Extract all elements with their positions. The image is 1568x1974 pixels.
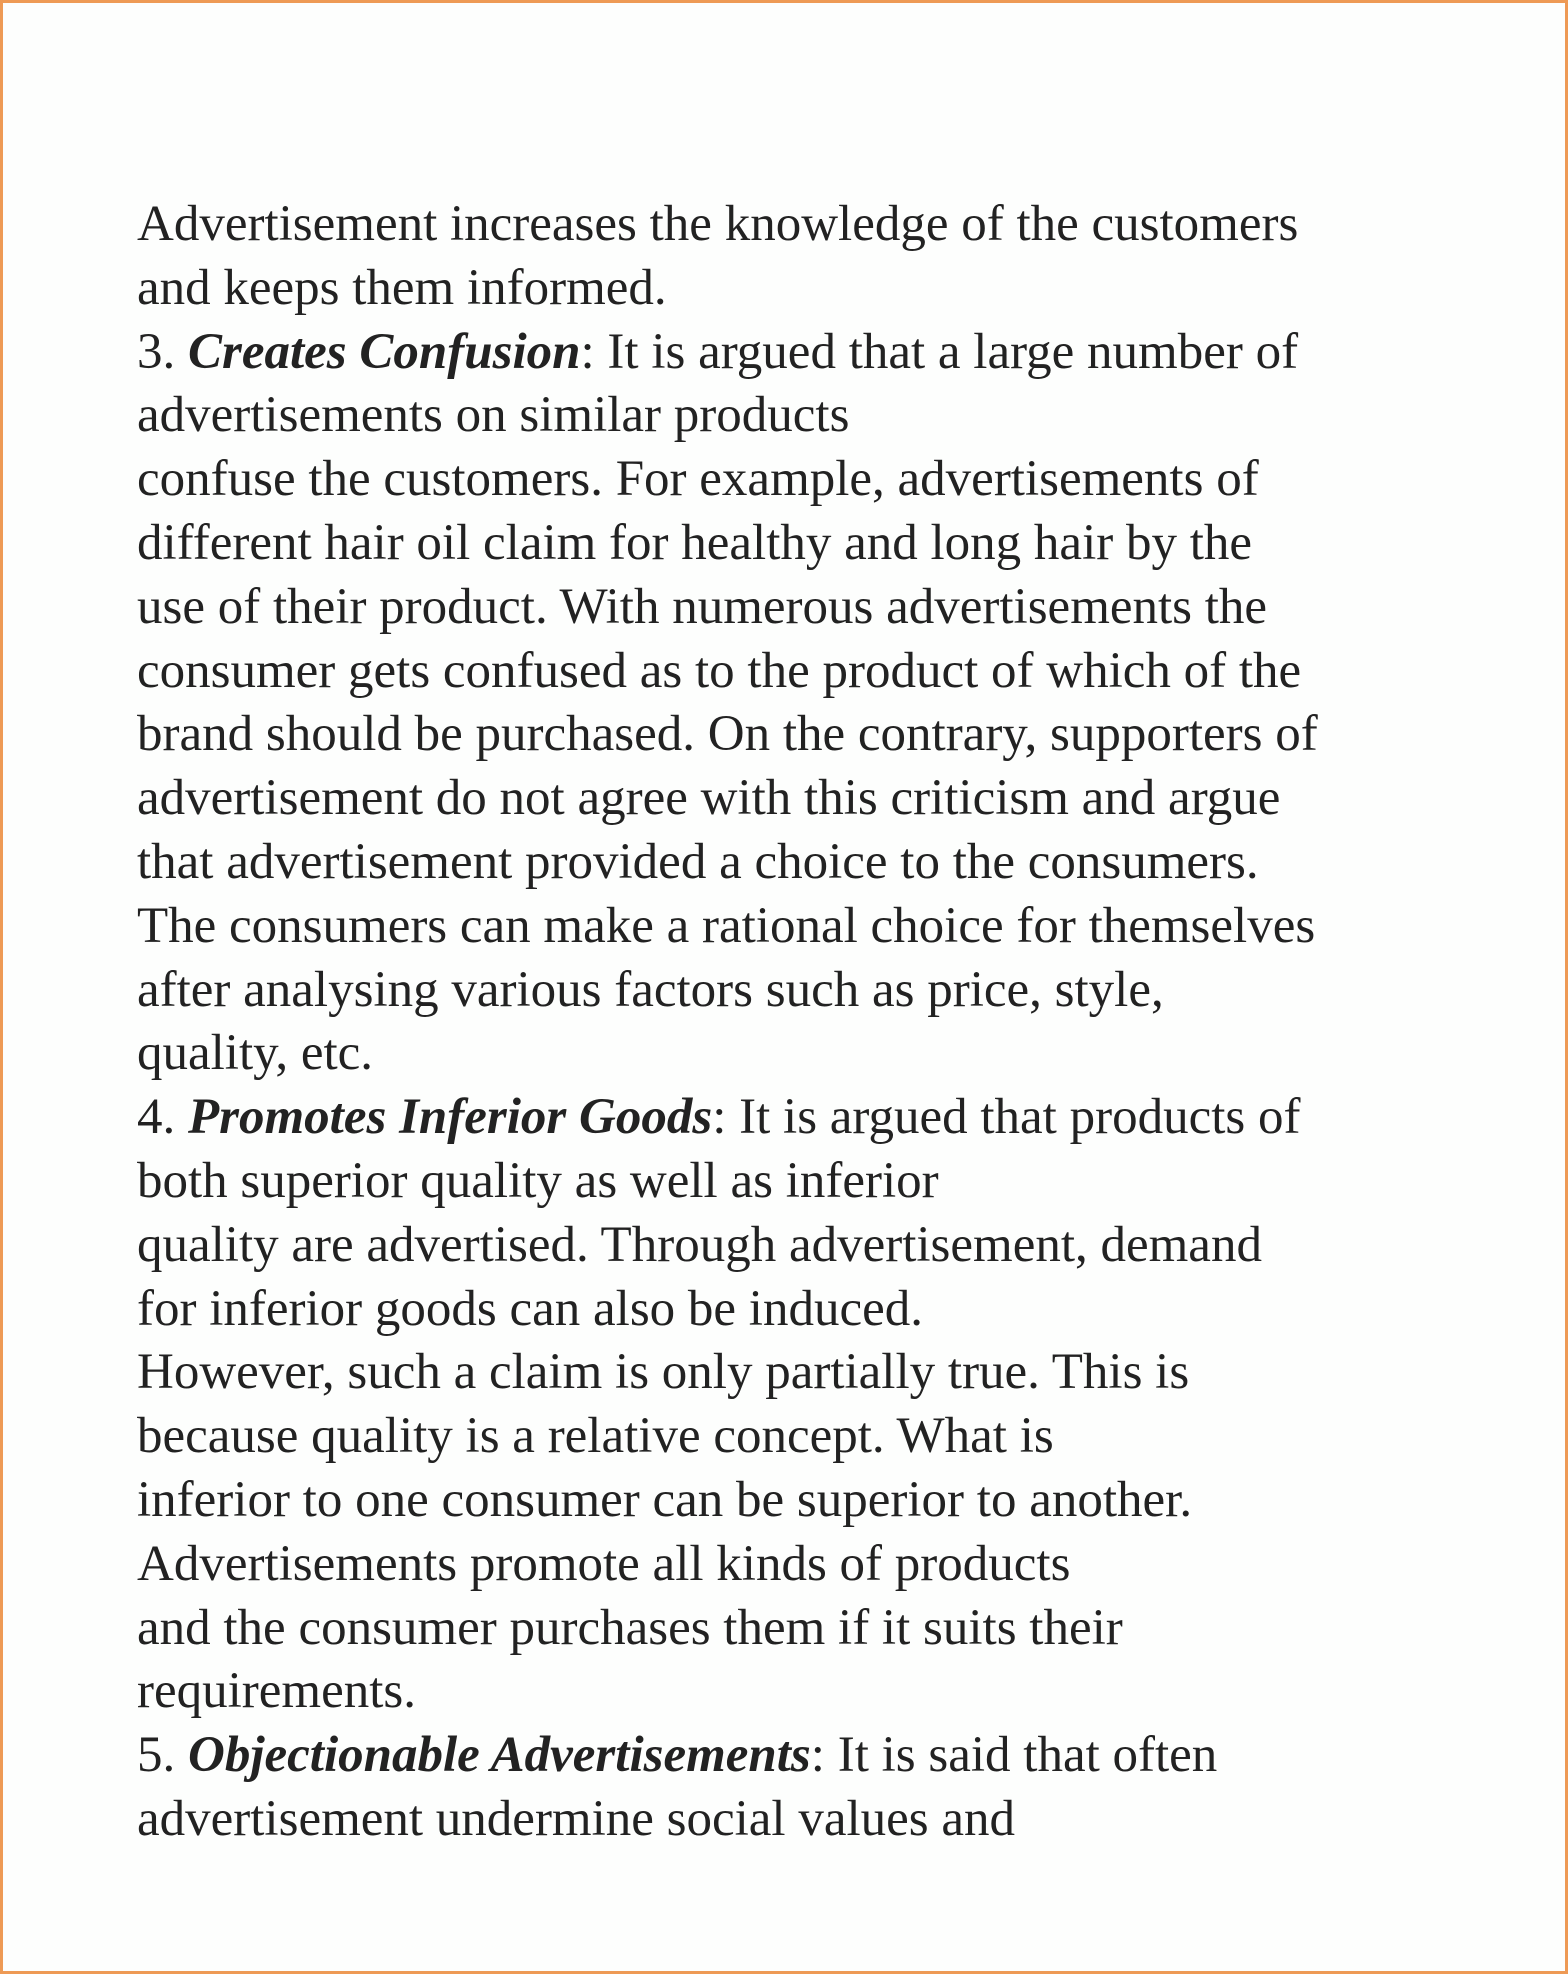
text-line <box>137 1086 1537 1150</box>
text-line <box>137 1724 1537 1788</box>
text-line <box>137 959 1537 1023</box>
line-text: after analysing various factors such as price, style, <box>137 961 1164 1018</box>
text-line <box>137 1278 1537 1342</box>
line-text: different hair oil claim for healthy and long hair by the <box>137 514 1253 571</box>
text-line <box>137 1469 1537 1533</box>
text-line <box>137 384 1537 448</box>
line-text: both superior quality as well as inferior <box>137 1152 939 1209</box>
line-text: that advertisement provided a choice to the consumers. <box>137 833 1259 890</box>
list-number: 4. <box>137 1089 188 1146</box>
text-line <box>137 1405 1537 1469</box>
line-text: Advertisement increases the knowledge of the customers <box>137 196 1299 252</box>
list-number: 3. <box>137 323 188 380</box>
line-text: requirements. <box>137 1663 416 1720</box>
text-line <box>137 1788 1537 1852</box>
text-line <box>137 895 1537 959</box>
line-text: : It is argued that a large number of <box>580 323 1299 380</box>
text-line <box>137 767 1537 831</box>
text-line <box>137 1533 1537 1597</box>
line-text: and keeps them informed. <box>137 259 667 316</box>
section-heading: Objectionable Advertisements <box>188 1727 811 1784</box>
text-line <box>137 1214 1537 1278</box>
line-text: brand should be purchased. On the contrary, supporters of <box>137 706 1318 763</box>
line-text: inferior to one consumer can be superior to another. <box>137 1471 1193 1528</box>
text-line <box>137 1150 1537 1214</box>
line-text: for inferior goods can also be induced. <box>137 1280 923 1337</box>
text-line <box>137 257 1537 321</box>
text-line <box>137 703 1537 767</box>
line-text: confuse the customers. For example, advertisements of <box>137 451 1259 508</box>
section-heading: Promotes Inferior Goods <box>188 1089 713 1146</box>
body-text <box>137 193 1537 1852</box>
text-line <box>137 1022 1537 1086</box>
line-text: because quality is a relative concept. What is <box>137 1408 1054 1465</box>
text-line <box>137 1341 1537 1405</box>
line-text: The consumers can make a rational choice for themselves <box>137 897 1316 954</box>
line-text: Advertisements promote all kinds of products <box>137 1535 1071 1592</box>
text-line <box>137 448 1537 512</box>
line-text: quality are advertised. Through advertisement, demand <box>137 1216 1262 1273</box>
text-line <box>137 321 1537 385</box>
text-line <box>137 831 1537 895</box>
line-text: advertisement undermine social values and <box>137 1790 1016 1847</box>
line-text: However, such a claim is only partially true. This is <box>137 1344 1190 1401</box>
section-heading: Creates Confusion <box>188 323 581 380</box>
line-text: advertisement do not agree with this criticism and argue <box>137 770 1281 827</box>
line-text: and the consumer purchases them if it suits their <box>137 1599 1123 1656</box>
line-text: advertisements on similar products <box>137 387 850 444</box>
text-line <box>137 640 1537 704</box>
list-number: 5. <box>137 1727 188 1784</box>
line-text: : It is said that often <box>810 1727 1218 1784</box>
text-line <box>137 1660 1537 1724</box>
line-text: quality, etc. <box>137 1025 374 1082</box>
text-line <box>137 1597 1537 1661</box>
text-line <box>137 512 1537 576</box>
text-line <box>137 193 1537 257</box>
text-line <box>137 576 1537 640</box>
line-text: : It is argued that products of <box>712 1089 1301 1146</box>
line-text: consumer gets confused as to the product of which of the <box>137 642 1302 699</box>
line-text: use of their product. With numerous advertisements the <box>137 578 1268 635</box>
